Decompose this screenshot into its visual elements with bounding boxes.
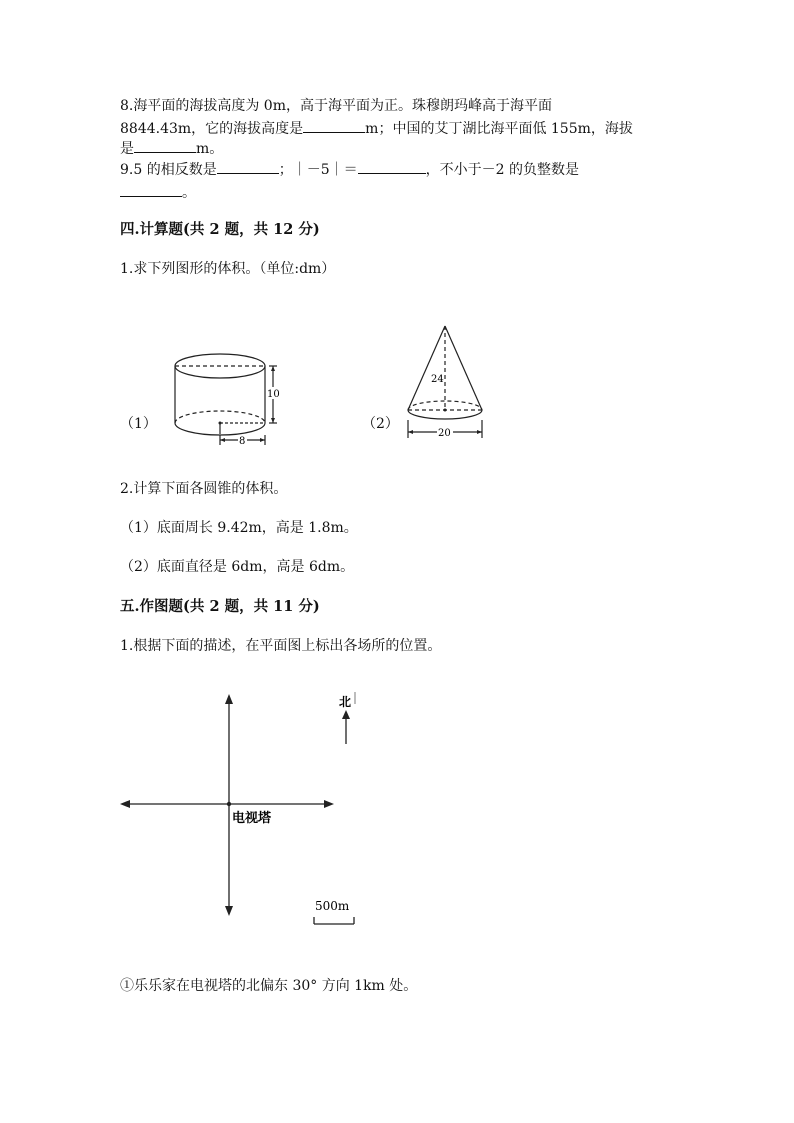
q8-text-2a: 8844.43m，它的海拔高度是 [120,121,304,137]
q9-text-1c: ，不小于－2 的负整数是 [425,162,579,178]
cone-diameter-label: 20 [438,428,451,439]
q9-text-1b: ；｜－5｜＝ [278,162,358,178]
cylinder-figure [165,340,290,455]
answer-blank[interactable] [134,138,196,153]
q9-text-2b: 。 [182,185,196,201]
cylinder-height-label: 10 [267,389,280,400]
answer-blank[interactable] [217,159,279,174]
q8-text-2b: m；中国的艾丁湖比海平面低 155m，海拔 [365,121,633,137]
section-5-q1-1: ①乐乐家在电视塔的北偏东 30° 方向 1km 处。 [120,978,418,994]
cylinder-radius-label: 8 [239,436,246,447]
answer-blank[interactable] [303,118,365,133]
q9-text-1a: 9.5 的相反数是 [120,162,217,178]
q8-line-2 [120,118,633,139]
section-4-title: 四.计算题(共 2 题，共 12 分) [120,221,320,238]
section-4-q2-1: （1）底面周长 9.42m，高是 1.8m。 [120,520,358,536]
section-5-title: 五.作图题(共 2 题，共 11 分) [120,598,320,615]
cone-height-label: 24 [431,374,444,385]
answer-blank[interactable] [120,182,182,197]
q8-text-1: 8.海平面的海拔高度为 0m，高于海平面为正。珠穆朗玛峰高于海平面 [120,98,552,114]
q9-line-1 [120,159,579,180]
figure-1-label: （1） [120,416,157,432]
q8-text-3a: 是 [120,141,134,157]
tv-tower-label: 电视塔 [232,811,272,826]
scale-label: 500m [315,899,350,913]
q8-line-1 [120,96,552,116]
q8-text-3b: m。 [196,141,224,157]
q9-line-2 [120,182,196,203]
section-4-q2-2: （2）底面直径是 6dm，高是 6dm。 [120,559,355,575]
section-4-q1: 1.求下列图形的体积。（单位:dm） [120,261,336,277]
map-figure [118,686,368,926]
figure-2-label: （2） [362,416,399,432]
answer-blank[interactable] [358,159,426,174]
north-label: 北 [339,695,352,709]
q8-line-3 [120,138,223,159]
cone-figure [400,322,495,447]
section-5-q1: 1.根据下面的描述，在平面图上标出各场所的位置。 [120,638,442,654]
section-4-q2: 2.计算下面各圆锥的体积。 [120,481,288,497]
